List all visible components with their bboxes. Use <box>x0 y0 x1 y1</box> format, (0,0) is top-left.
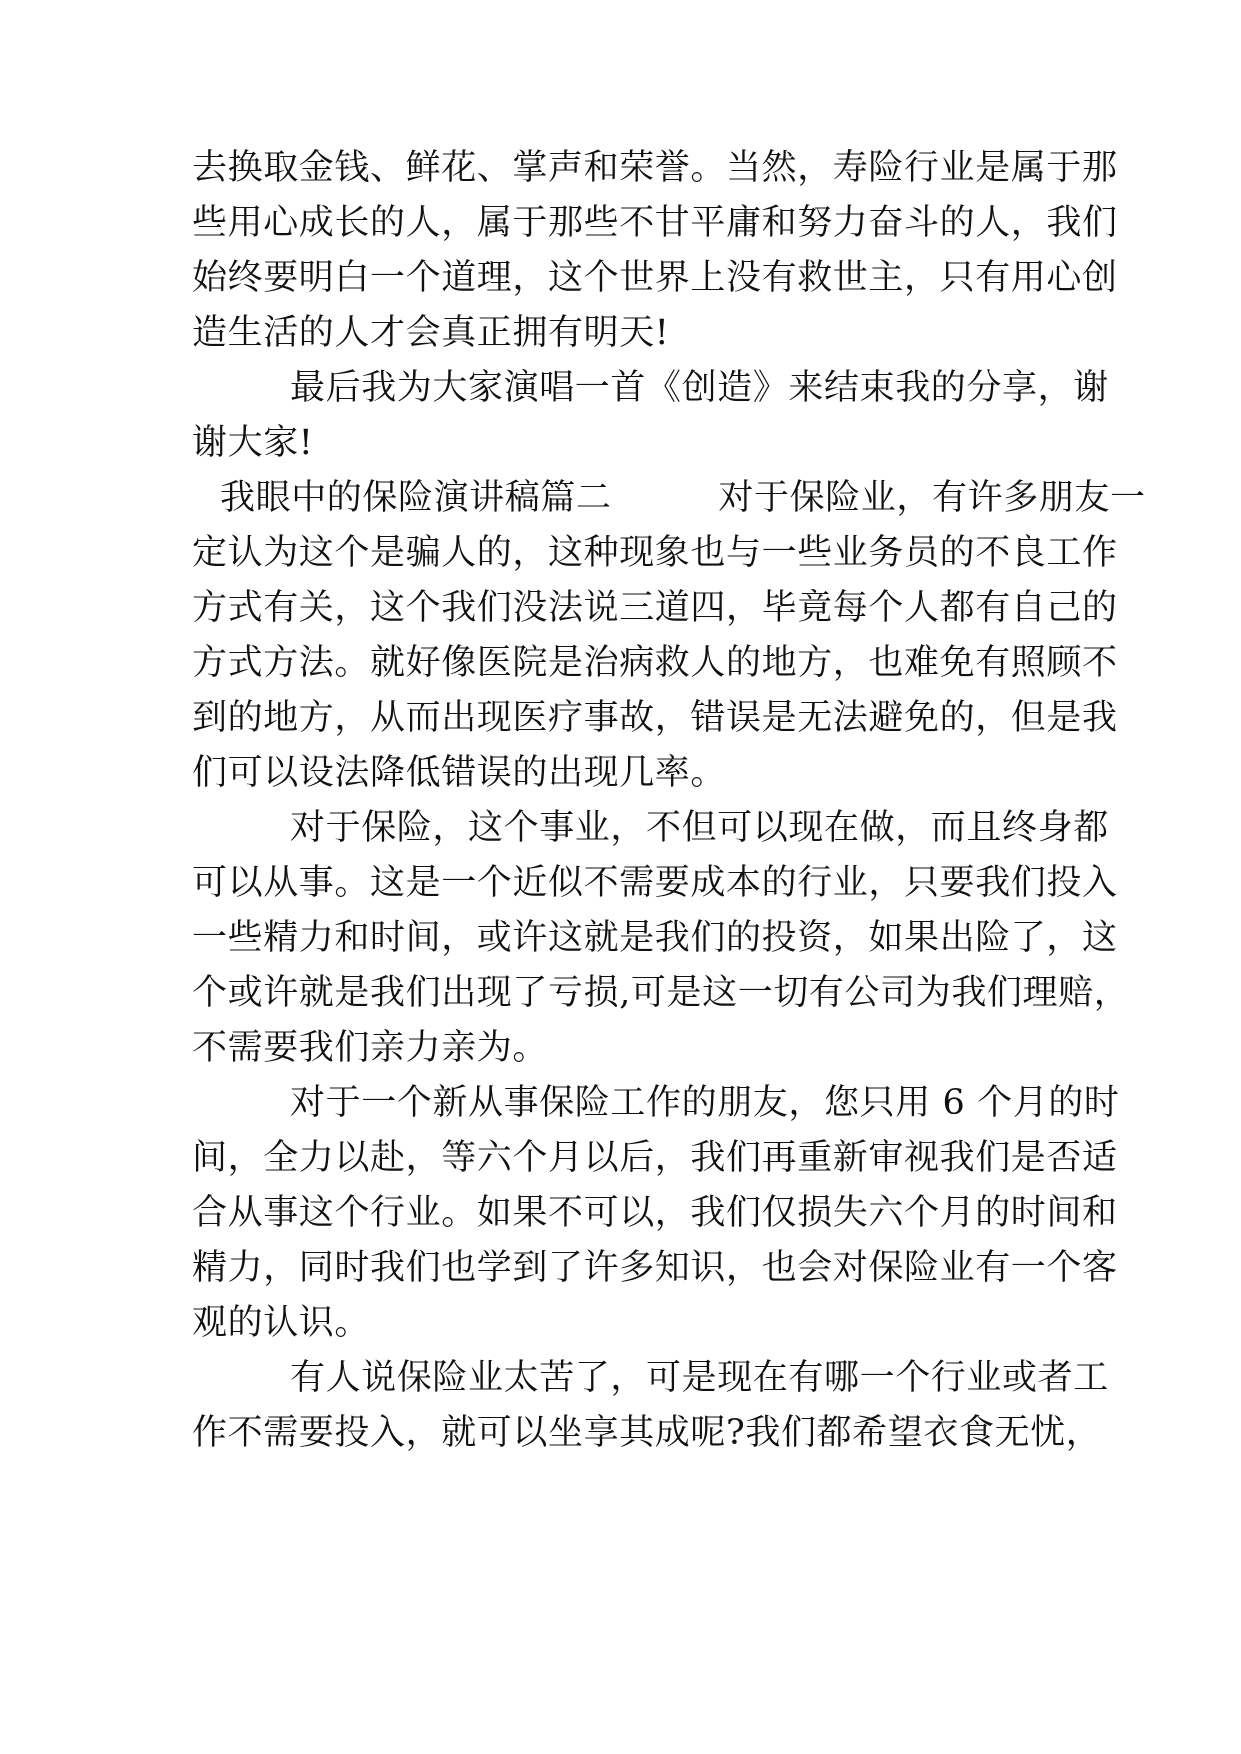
text-line: 合从事这个行业。如果不可以，我们仅损失六个月的时间和 <box>192 1193 1118 1233</box>
text-line: 间，全力以赴，等六个月以后，我们再重新审视我们是否适 <box>192 1138 1118 1178</box>
paragraph-first-line: 对于保险，这个事业，不但可以现在做，而且终身都 <box>290 808 1109 848</box>
section-heading-line: 我眼中的保险演讲稿篇二 对于保险业，有许多朋友一 <box>220 478 1146 518</box>
text-line: 些用心成长的人，属于那些不甘平庸和努力奋斗的人，我们 <box>192 203 1118 243</box>
text-line: 定认为这个是骗人的，这种现象也与一些业务员的不良工作 <box>192 533 1118 573</box>
text-line: 方式方法。就好像医院是治病救人的地方，也难免有照顾不 <box>192 643 1118 683</box>
text-line: 精力，同时我们也学到了许多知识，也会对保险业有一个客 <box>192 1248 1118 1288</box>
text-line: 方式有关，这个我们没法说三道四，毕竟每个人都有自己的 <box>192 588 1118 628</box>
text-line: 始终要明白一个道理，这个世界上没有救世主，只有用心创 <box>192 258 1118 298</box>
text-line: 到的地方，从而出现医疗事故，错误是无法避免的，但是我 <box>192 698 1118 738</box>
paragraph-first-line: 有人说保险业太苦了，可是现在有哪一个行业或者工 <box>290 1358 1109 1398</box>
paragraph-first-line: 最后我为大家演唱一首《创造》来结束我的分享，谢 <box>290 368 1109 408</box>
paragraph-first-line: 对于一个新从事保险工作的朋友，您只用 6 个月的时 <box>290 1083 1120 1123</box>
text-line: 观的认识。 <box>192 1303 371 1343</box>
text-line: 作不需要投入，就可以坐享其成呢?我们都希望衣食无忧， <box>192 1413 1102 1453</box>
text-line: 去换取金钱、鲜花、掌声和荣誉。当然，寿险行业是属于那 <box>192 148 1118 188</box>
text-line: 不需要我们亲力亲为。 <box>192 1028 549 1068</box>
text-line: 们可以设法降低错误的出现几率。 <box>192 753 727 793</box>
text-line: 个或许就是我们出现了亏损,可是这一切有公司为我们理赔， <box>192 973 1130 1013</box>
text-line: 可以从事。这是一个近似不需要成本的行业，只要我们投入 <box>192 863 1118 903</box>
text-line: 造生活的人才会真正拥有明天! <box>192 313 670 353</box>
text-line: 谢大家! <box>192 423 314 463</box>
text-line: 一些精力和时间，或许这就是我们的投资，如果出险了，这 <box>192 918 1118 958</box>
